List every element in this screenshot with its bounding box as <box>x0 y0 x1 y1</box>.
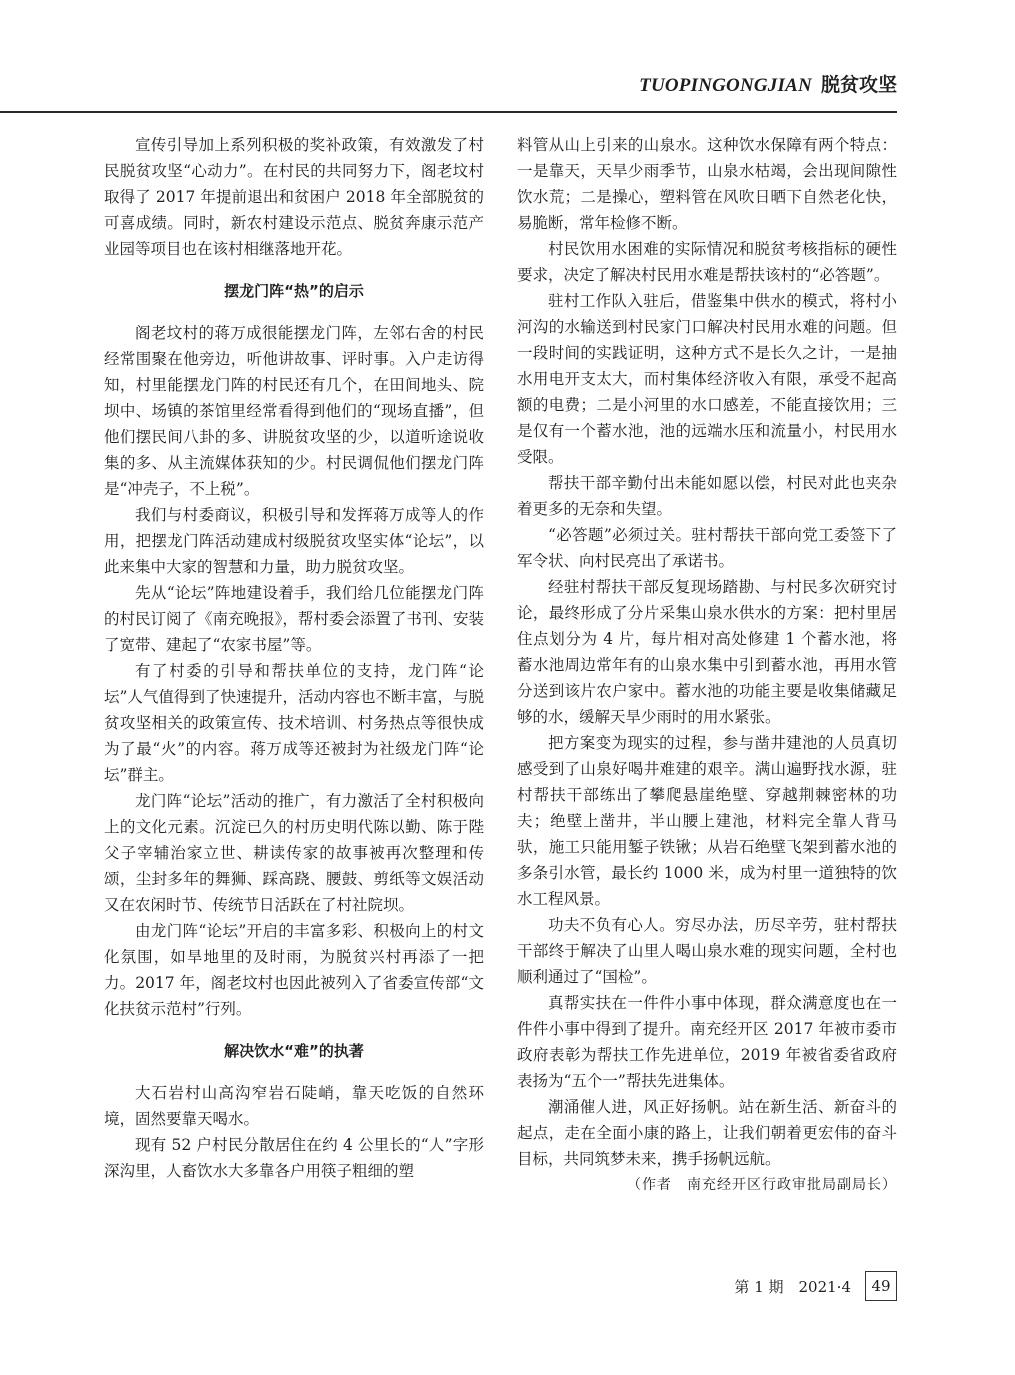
paragraph: “必答题”必须过关。驻村帮扶干部向党工委签下了军令状、向村民亮出了承诺书。 <box>517 526 897 570</box>
paragraph: 由龙门阵“论坛”开启的丰富多彩、积极向上的村文化氛围，如旱地里的及时雨，为脱贫兴村再添了一把力。2017 年，阁老坟村也因此被列入了省委宣传部“文化扶贫示范村”行列。 <box>104 922 484 1018</box>
author-byline: （作者 南充经开区行政审批局副局长） <box>627 1177 897 1193</box>
paragraph: 有了村委的引导和帮扶单位的支持，龙门阵“论坛”人气值得到了快速提升，活动内容也不断丰富，与脱贫攻坚相关的政策宣传、技术培训、村务热点等很快成为了最“火”的内容。蒋万成等还被封为社级龙门阵“论坛”群主。 <box>104 662 484 784</box>
paragraph: 先从“论坛”阵地建设着手，我们给几位能摆龙门阵的村民订阅了《南充晚报》，帮村委会添置了书刊、安装了宽带、建起了“农家书屋”等。 <box>104 584 484 654</box>
paragraph: 村民饮用水困难的实际情况和脱贫考核指标的硬性要求，决定了解决村民用水难是帮扶该村的“必答题”。 <box>517 240 897 284</box>
paragraph: 现有 52 户村民分散居住在约 4 公里长的“人”字形深沟里，人畜饮水大多靠各户用筷子粗细的塑 <box>104 1136 484 1180</box>
section-heading: 解决饮水“难”的执著 <box>224 1042 364 1060</box>
right-column <box>517 132 897 1198</box>
issue-label: 第 1 期 2021·4 <box>734 1277 851 1296</box>
page-footer <box>600 1271 897 1301</box>
running-header <box>0 70 897 97</box>
paragraph: 料管从山上引来的山泉水。这种饮水保障有两个特点：一是靠天，天旱少雨季节，山泉水枯竭，会出现间隙性饮水荒；二是操心，塑料管在风吹日晒下自然老化快，易脆断，常年检修不断。 <box>517 136 897 232</box>
paragraph: 潮涌催人进，风正好扬帆。站在新生活、新奋斗的起点，走在全面小康的路上，让我们朝着更宏伟的奋斗目标，共同筑梦未来，携手扬帆远航。 <box>517 1098 897 1168</box>
section-heading: 摆龙门阵“热”的启示 <box>224 282 364 300</box>
paragraph: 宣传引导加上系列积极的奖补政策，有效激发了村民脱贫攻坚“心动力”。在村民的共同努力下，阁老坟村取得了 2017 年提前退出和贫困户 2018 年全部脱贫的可喜成绩。同时，新农村建设示范点、脱贫奔康示范产业园等项目也在该村相继落地开花。 <box>104 136 484 258</box>
paragraph: 经驻村帮扶干部反复现场踏勘、与村民多次研究讨论，最终形成了分片采集山泉水供水的方案：把村里居住点划分为 4 片，每片相对高处修建 1 个蓄水池，将蓄水池周边常年有的山泉水集中引到蓄水池，再用水管分送到该片农户家中。蓄水池的功能主要是收集储藏足够的水，缓解天旱少雨时的用水紧张。 <box>517 578 897 726</box>
paragraph: 龙门阵“论坛”活动的推广，有力激活了全村积极向上的文化元素。沉淀已久的村历史明代陈以勤、陈于陛父子宰辅治家立世、耕读传家的故事被再次整理和传颂，尘封多年的舞狮、踩高跷、腰鼓、剪纸等文娱活动又在农闲时节、传统节日活跃在了村社院坝。 <box>104 792 484 914</box>
left-column <box>104 132 484 1184</box>
paragraph: 功夫不负有心人。穷尽办法，历尽辛劳，驻村帮扶干部终于解决了山里人喝山泉水难的现实问题，全村也顺利通过了“国检”。 <box>517 916 897 986</box>
paragraph: 我们与村委商议，积极引导和发挥蒋万成等人的作用，把摆龙门阵活动建成村级脱贫攻坚实体“论坛”，以此来集中大家的智慧和力量，助力脱贫攻坚。 <box>104 506 484 576</box>
paragraph: 阁老坟村的蒋万成很能摆龙门阵，左邻右舍的村民经常围聚在他旁边，听他讲故事、评时事。入户走访得知，村里能摆龙门阵的村民还有几个，在田间地头、院坝中、场镇的茶馆里经常看得到他们的“现场直播”，但他们摆民间八卦的多、讲脱贫攻坚的少，以道听途说收集的多、从主流媒体获知的少。村民调侃他们摆龙门阵是“冲壳子，不上税”。 <box>104 324 484 498</box>
paragraph: 真帮实扶在一件件小事中体现，群众满意度也在一件件小事中得到了提升。南充经开区 2017 年被市委市政府表彰为帮扶工作先进单位，2019 年被省委省政府表扬为“五个一”帮扶先进集体。 <box>517 994 897 1090</box>
page-number: 49 <box>865 1271 897 1301</box>
paragraph: 把方案变为现实的过程，参与凿井建池的人员真切感受到了山泉好喝井难建的艰辛。满山遍野找水源，驻村帮扶干部练出了攀爬悬崖绝壁、穿越荆棘密林的功夫；绝壁上凿井，半山腰上建池，材料完全靠人背马驮，施工只能用錾子铁锹；从岩石绝壁飞架到蓄水池的多条引水管，最长约 1000 米，成为村里一道独特的饮水工程风景。 <box>517 734 897 908</box>
header-title-en: TUOPINGONGJIAN <box>639 75 812 96</box>
paragraph: 大石岩村山高沟窄岩石陡峭，靠天吃饭的自然环境，固然要靠天喝水。 <box>104 1084 484 1128</box>
paragraph: 帮扶干部辛勤付出未能如愿以偿，村民对此也夹杂着更多的无奈和失望。 <box>517 474 897 518</box>
header-rule <box>0 111 897 113</box>
paragraph: 驻村工作队入驻后，借鉴集中供水的模式，将村小河沟的水输送到村民家门口解决村民用水难的问题。但一段时间的实践证明，这种方式不是长久之计，一是抽水用电开支太大，而村集体经济收入有限，承受不起高额的电费；二是小河里的水口感差，不能直接饮用；三是仅有一个蓄水池，池的远端水压和流量小，村民用水受限。 <box>517 292 897 466</box>
header-title-cn: 脱贫攻坚 <box>820 74 897 96</box>
